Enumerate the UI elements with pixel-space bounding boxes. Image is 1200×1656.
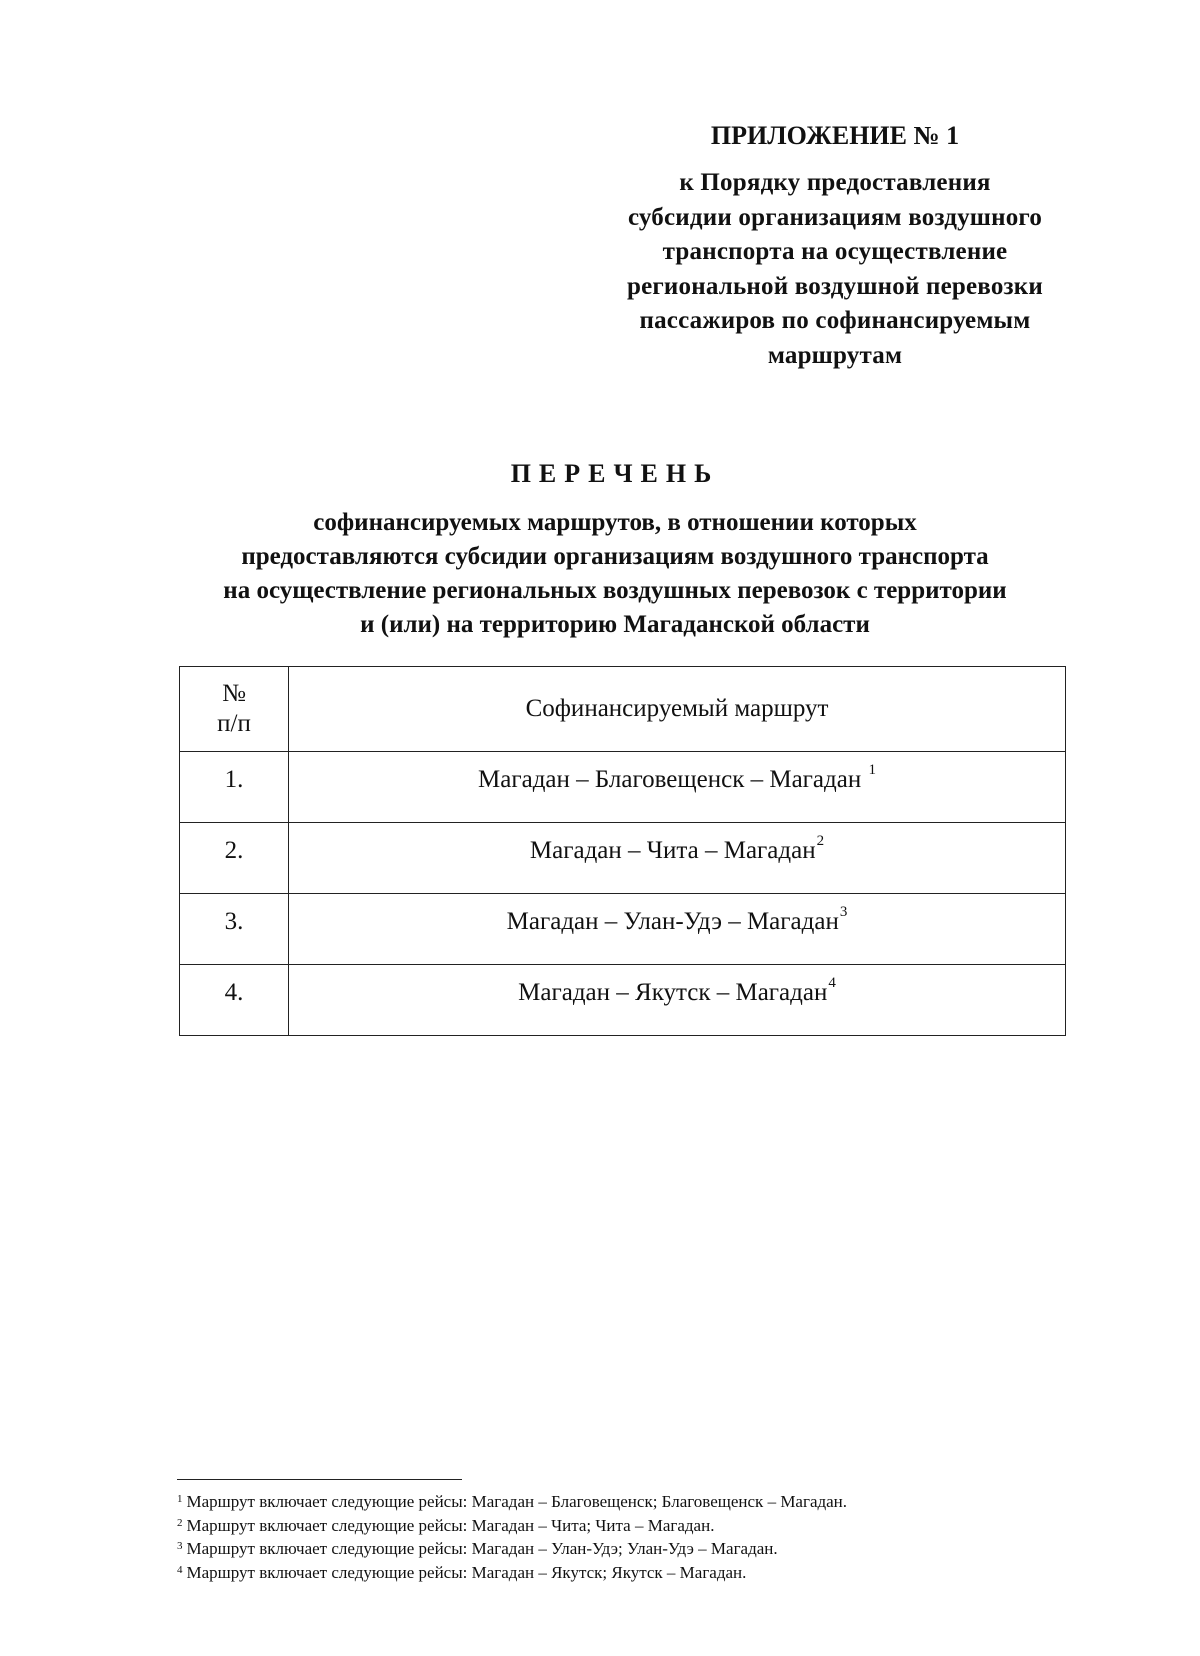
appendix-line: маршрутам <box>767 341 903 369</box>
appendix-line: транспорта на осуществление <box>662 238 1008 265</box>
footnote-ref: 2 <box>816 833 825 849</box>
table-row <box>180 823 1066 894</box>
table-row <box>180 965 1066 1036</box>
route-text: Магадан – Благовещенск – Магадан <box>478 766 868 793</box>
footnote <box>177 1537 1077 1561</box>
document-title: ПЕРЕЧЕНЬ <box>510 459 720 488</box>
footnote <box>177 1514 1077 1538</box>
footnote-ref: 1 <box>868 762 876 778</box>
route-text: Магадан – Якутск – Магадан <box>518 979 828 1006</box>
document-subtitle-line: и (или) на территорию Магаданской области <box>360 611 870 638</box>
document-heading <box>120 458 1110 642</box>
route-text: Магадан – Чита – Магадан <box>529 837 816 864</box>
appendix-block <box>590 120 1080 373</box>
table-row <box>180 894 1066 965</box>
footnote <box>177 1490 1077 1514</box>
footnote-ref: 4 <box>828 975 836 991</box>
footnote-text: Маршрут включает следующие рейсы: Магадан – Благовещенск; Благовещенск – Магадан. <box>186 1492 848 1511</box>
row-route <box>289 823 1066 894</box>
header-number-label: п/п <box>217 710 251 737</box>
footnote-mark: 3 <box>177 1540 183 1552</box>
appendix-title: ПРИЛОЖЕНИЕ № 1 <box>710 121 960 150</box>
routes-table <box>179 666 1066 1036</box>
footnote-mark: 1 <box>177 1493 183 1505</box>
row-route <box>289 894 1066 965</box>
document-subtitle-line: на осуществление региональных воздушных перевозок с территории <box>223 577 1007 604</box>
header-number-symbol: № <box>222 680 246 707</box>
row-route <box>289 752 1066 823</box>
appendix-line: региональной воздушной перевозки <box>626 272 1043 300</box>
row-number: 3. <box>180 894 289 965</box>
footnote-mark: 2 <box>177 1516 183 1529</box>
table-row <box>180 752 1066 823</box>
header-number-cell <box>180 667 289 752</box>
row-route <box>289 965 1066 1036</box>
route-text: Магадан – Улан-Удэ – Магадан <box>506 908 839 935</box>
footnote-text: Маршрут включает следующие рейсы: Магадан – Якутск; Якутск – Магадан. <box>186 1562 747 1582</box>
row-number: 2. <box>180 823 289 894</box>
appendix-line: к Порядку предоставления <box>679 169 991 196</box>
appendix-line: пассажиров по софинансируемым <box>639 307 1031 334</box>
footnote-mark: 4 <box>177 1563 183 1576</box>
row-number: 1. <box>180 752 289 823</box>
footnotes <box>177 1490 1077 1584</box>
footnote-divider <box>177 1479 462 1480</box>
footnote-ref: 3 <box>839 904 848 920</box>
table-header-row <box>180 667 1066 752</box>
footnote <box>177 1561 1077 1585</box>
row-number: 4. <box>180 965 289 1036</box>
footnote-text: Маршрут включает следующие рейсы: Магадан – Улан-Удэ; Улан-Удэ – Магадан. <box>186 1539 778 1558</box>
document-subtitle-line: предоставляются субсидии организациям воздушного транспорта <box>241 543 989 570</box>
appendix-line: субсидии организациям воздушного <box>627 203 1043 231</box>
document-subtitle-line: софинансируемых маршрутов, в отношении которых <box>313 509 917 536</box>
header-route-cell: Софинансируемый маршрут <box>289 667 1066 752</box>
footnote-text: Маршрут включает следующие рейсы: Магадан – Чита; Чита – Магадан. <box>186 1515 715 1535</box>
